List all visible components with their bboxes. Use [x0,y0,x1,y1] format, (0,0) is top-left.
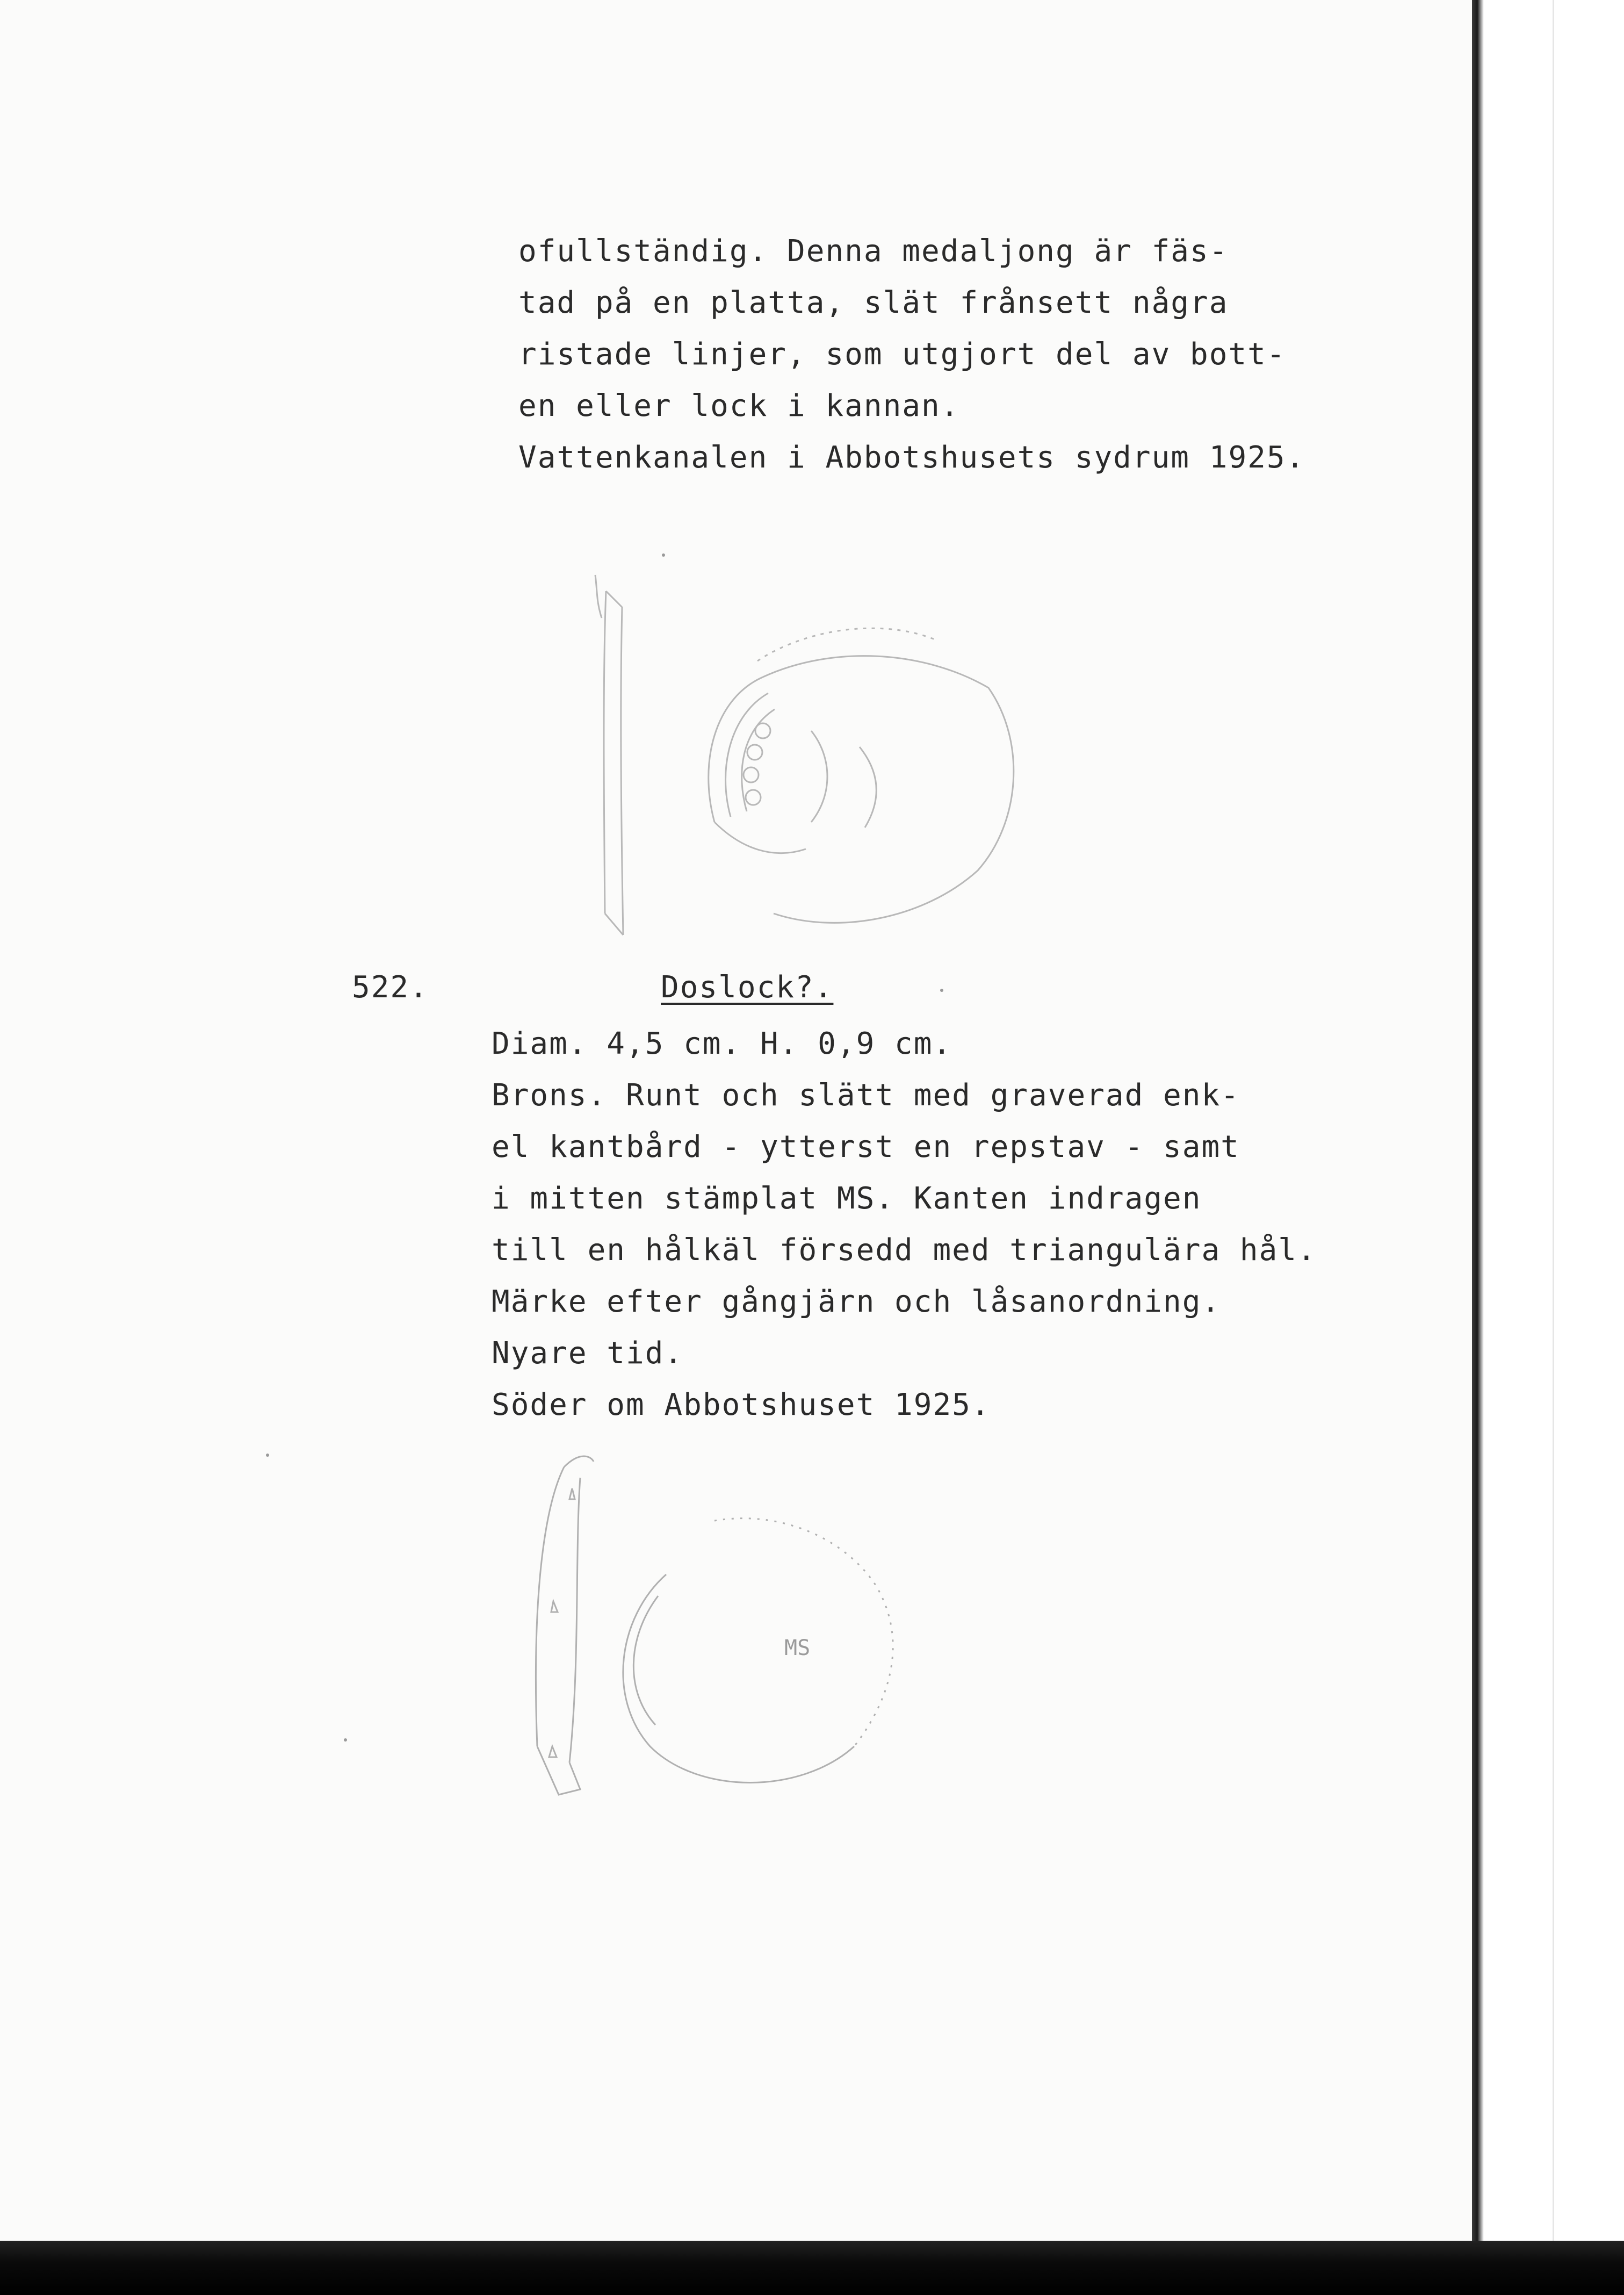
text-line: en eller lock i kannan. [518,389,960,423]
lid-sketch [500,1445,983,1822]
entry-number: 522. [352,970,429,1005]
text-line: el kantbård - ytterst en repstav - samt [492,1129,1240,1164]
text-line: Diam. 4,5 cm. H. 0,9 cm. [492,1026,952,1061]
text-line: Nyare tid. [492,1336,684,1371]
scan-edge-bottom [0,2241,1624,2295]
text-line: i mitten stämplat MS. Kanten indragen [492,1181,1202,1216]
text-line: tad på en platta, slät frånsett några [518,285,1229,320]
top-entry-text [518,226,1305,484]
text-line: Söder om Abbotshuset 1925. [492,1387,991,1422]
paper-speck [266,1454,269,1457]
entry-title: Doslock?. [661,970,834,1005]
page-fold [1553,0,1554,2295]
text-line: Vattenkanalen i Abbotshusets sydrum 1925. [518,440,1305,475]
text-line: Märke efter gångjärn och låsanordning. [492,1284,1221,1319]
paper-speck [940,989,943,992]
text-line: till en hålkäl försedd med triangulära hål. [492,1233,1317,1268]
medallion-sketch [580,570,1074,978]
paper-speck [662,553,665,557]
text-line: Brons. Runt och slätt med graverad enk- [492,1078,1240,1113]
text-line: ristade linjer, som utgjort del av bott- [518,337,1286,372]
stamp-mark: MS [784,1636,811,1660]
text-line: ofullständig. Denna medaljong är fäs- [518,234,1229,269]
entry-522-text [492,1018,1317,1431]
paper-speck [344,1738,347,1742]
scan-edge-right [1472,0,1624,2295]
